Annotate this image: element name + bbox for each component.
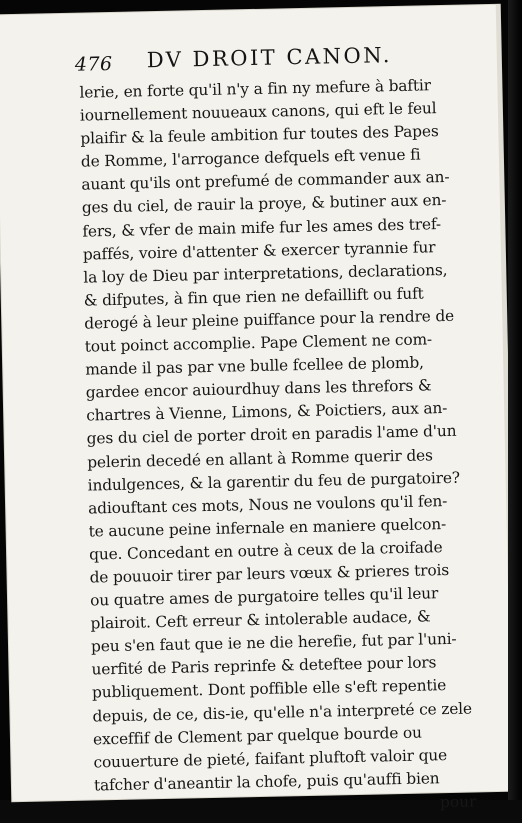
text-line: paffés, voire d'attenter & exercer tyrannie fur <box>82 237 436 264</box>
text-line: peu s'en faut que ie ne die herefie, fut par l'uni- <box>90 630 457 656</box>
text-line: de pouuoir tirer par leurs vœux & prieres trois <box>89 560 450 587</box>
text-line: couuerture de pieté, faifant pluftoft valoir que <box>93 745 448 772</box>
text-line: plairoit. Ceft erreur & intolerable audace, & <box>90 607 431 633</box>
text-line: uerfité de Paris reprinfe & deteftee pour lors <box>91 653 437 679</box>
text-line: iournellement nouueaux canons, qui eft le feul <box>79 99 437 125</box>
page-header <box>75 40 456 78</box>
text-line: exceffif de Clement par quelque bourde ou <box>92 723 422 749</box>
text-line: plaifir & la feule ambition fur toutes des Papes <box>80 122 439 148</box>
body-text <box>79 73 484 821</box>
text-line: fers, & vfer de main mife fur les ames des tref- <box>82 214 442 241</box>
text-line: que. Concedant en outre à ceux de la croifade <box>88 538 443 564</box>
text-line: ges du ciel de porter droit en paradis l'ame d'un <box>86 422 457 448</box>
text-line: la loy de Dieu par interpretations, declarations, <box>83 260 448 287</box>
text-line: te aucune peine infernale en maniere quelcon- <box>88 514 447 541</box>
text-line: chartres à Vienne, Limons, & Poictiers, aux an- <box>86 399 448 425</box>
text-line: auant qu'ils ont prefumé de commander aux an- <box>81 168 450 194</box>
book-page <box>0 5 516 812</box>
text-line: derogé à leur pleine puiffance pour la rendre de <box>84 306 455 333</box>
text-line: tout poinct accomplie. Pape Clement ne com- <box>84 330 433 356</box>
text-line: gardee encor auiourdhuy dans les threfors & <box>85 376 432 402</box>
text-line: mande il pas par vne bulle fcellee de plomb, <box>85 353 424 379</box>
text-line: publiquement. Dont poffible elle s'eft repentie <box>91 676 447 702</box>
text-line: pelerin decedé en allant à Romme querir des <box>87 445 433 472</box>
text-line: tafcher d'aneantir la chofe, puis qu'auffi bien <box>93 769 440 795</box>
text-line: adiouftant ces mots, Nous ne voulons qu'il fen- <box>87 491 448 518</box>
text-line: lerie, en forte qu'il n'y a fin ny mefure à baftir <box>79 76 432 102</box>
binding-shadow <box>508 0 522 800</box>
text-line: indulgences, & la garentir du feu de purgatoire? <box>87 468 461 495</box>
page-number: 476 <box>74 52 113 76</box>
text-line: de Romme, l'arrogance defquels eft venue fi <box>80 145 421 171</box>
text-line: ou quatre ames de purgatoire telles qu'il leur <box>89 584 439 610</box>
text-line: depuis, de ce, dis-ie, qu'elle n'a interpreté ce zele <box>92 699 473 726</box>
text-line: ges du ciel, de rauir la proye, & butiner aux en- <box>81 191 447 218</box>
running-title: DV DROIT CANON. <box>146 43 393 73</box>
catchword: pour <box>439 792 477 812</box>
text-line: & difputes, à fin que rien ne defaillift ou fuft <box>83 284 424 310</box>
